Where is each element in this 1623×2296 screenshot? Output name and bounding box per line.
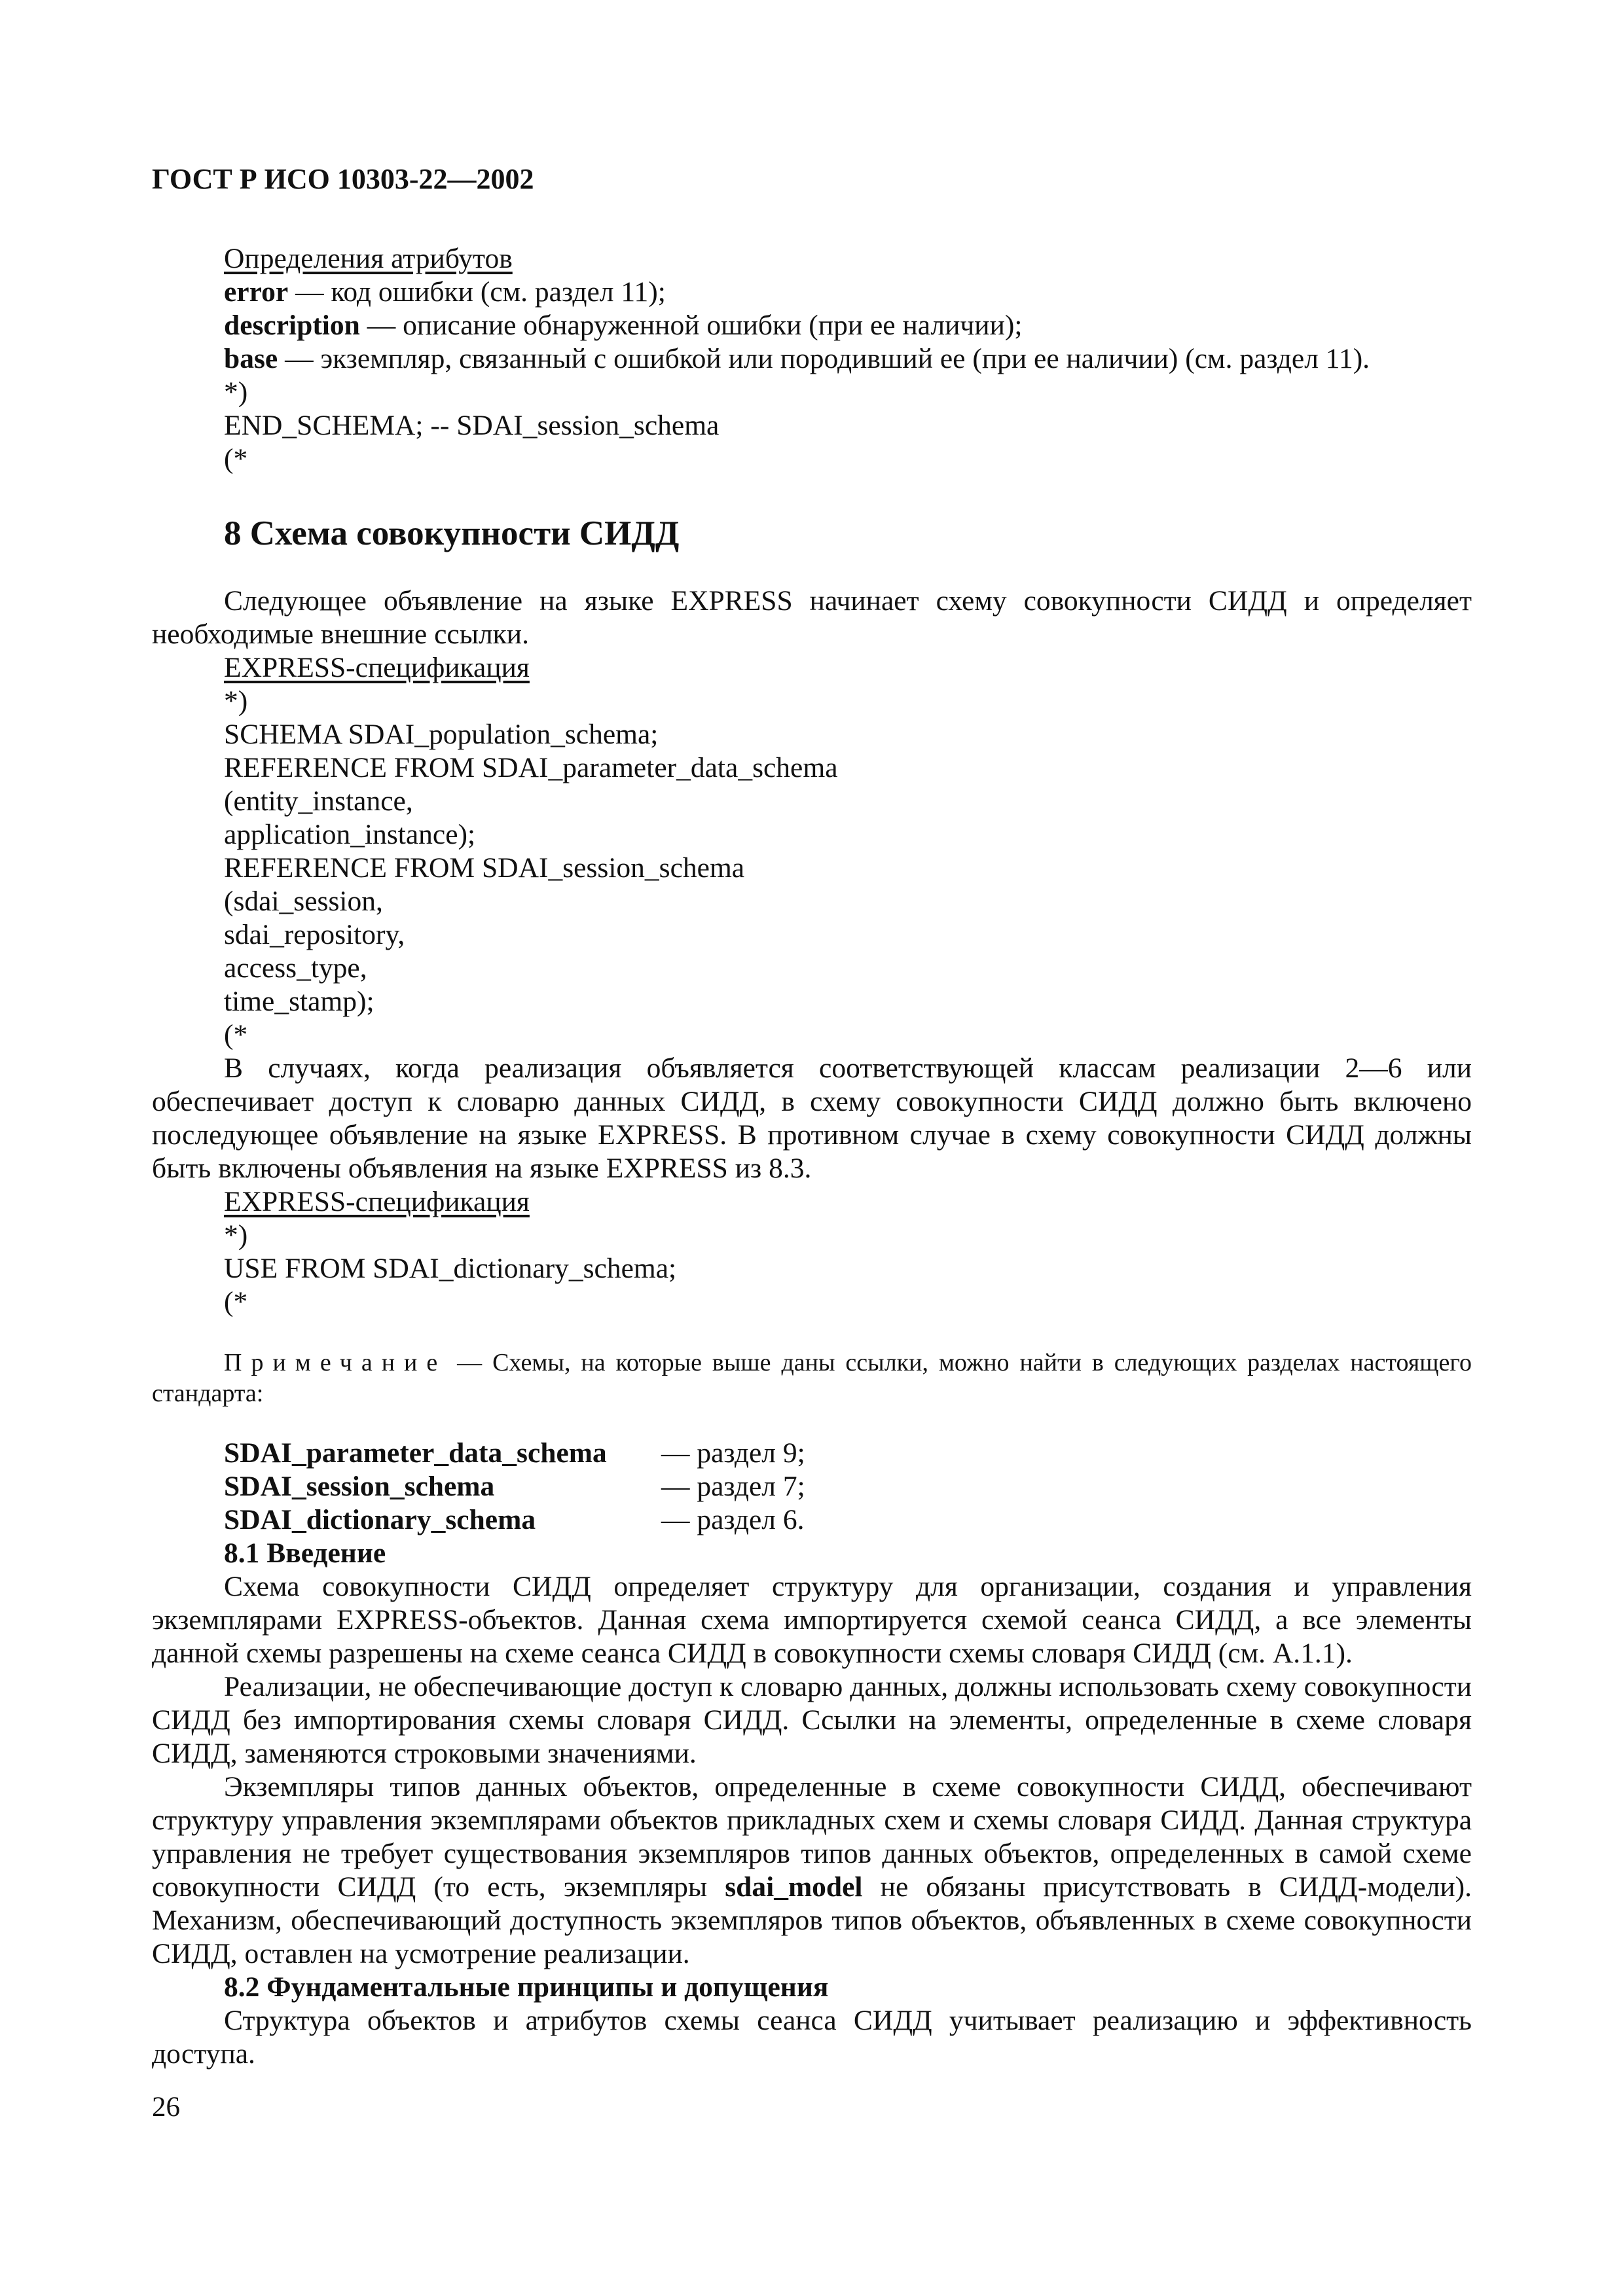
page-number: 26: [152, 2092, 180, 2123]
express-spec-label: EXPRESS-спецификация: [224, 1186, 530, 1217]
attr-description: [152, 309, 1472, 342]
code-line: (*: [224, 443, 248, 475]
express-spec-label: EXPRESS-спецификация: [224, 652, 530, 683]
section-intro: Следующее объявление на языке EXPRESS начинает схему совокупности СИДД и определяет необходимые внешние ссылки.: [152, 585, 1472, 650]
paragraph-text: Экземпляры типов данных объектов, определенные в схеме совокупности СИДД, обеспечивают структуру управления экземплярами объектов прикладных схем и схемы словаря СИДД. Данная структура управления не требует существования экземпляров типов данных объектов, определенных в самой схеме совокупности СИДД (то есть, экземпляры: [152, 1771, 1472, 1903]
note-text: — Схемы, на которые выше даны ссылки, можно найти в следующих разделах настоящего стандарта:: [152, 1349, 1472, 1407]
conformance-paragraph: В случаях, когда реализация объявляется соответствующей классам реализации 2—6 или обеспечивает доступ к словарю данных СИДД, в схему совокупности СИДД должно быть включено последующее объявление на языке EXPRESS. В противном случае в схему совокупности СИДД должны быть включены объявления на языке EXPRESS из 8.3.: [152, 1052, 1472, 1184]
code-line: (entity_instance,: [224, 785, 413, 817]
subsection-heading: 8.2 Фундаментальные принципы и допущения: [224, 1971, 829, 2003]
running-header: ГОСТ Р ИСО 10303-22—2002: [152, 163, 534, 195]
schema-reference-list: [224, 1437, 1472, 1537]
paragraph-text: не обязаны присутствовать в СИДД-модели). Механизм, обеспечивающий доступность экземпляров типов объектов, объявленных в схеме совокупности СИДД, оставлен на усмотрение реализации.: [152, 1871, 1472, 1969]
attr-name: description: [224, 310, 360, 341]
code-line: application_instance);: [224, 819, 476, 850]
schema-section-ref: — раздел 7;: [661, 1471, 805, 1502]
emphasized-term: sdai_model: [725, 1871, 863, 1903]
attr-error: [152, 276, 1472, 309]
paragraph: Реализации, не обеспечивающие доступ к словарю данных, должны использовать схему совокупности СИДД без импортирования схемы словаря СИДД. Ссылки на элементы, определенные в схеме словаря СИДД, заменяются строковыми значениями.: [152, 1671, 1472, 1769]
list-item: [224, 1503, 1472, 1537]
list-item: [224, 1470, 1472, 1503]
code-line: *): [224, 685, 248, 717]
code-line: (*: [224, 1019, 248, 1050]
schema-name: SDAI_session_schema: [224, 1471, 495, 1502]
code-line: *): [224, 376, 248, 408]
code-line: access_type,: [224, 952, 367, 984]
code-line: REFERENCE FROM SDAI_session_schema: [224, 852, 745, 884]
code-line: sdai_repository,: [224, 919, 405, 950]
code-line: SCHEMA SDAI_population_schema;: [224, 719, 659, 750]
paragraph: [152, 1770, 1472, 1971]
attr-desc: — описание обнаруженной ошибки (при ее наличии);: [359, 310, 1023, 341]
schema-section-ref: — раздел 9;: [661, 1437, 805, 1469]
note-paragraph: [152, 1348, 1472, 1409]
attr-base: [152, 342, 1472, 376]
attr-name: base: [224, 343, 278, 374]
code-line: (*: [224, 1286, 248, 1318]
attributes-definitions-title: Определения атрибутов: [224, 243, 513, 274]
list-item: [224, 1437, 1472, 1470]
note-label: Примечание: [224, 1349, 447, 1376]
schema-name: SDAI_dictionary_schema: [224, 1504, 536, 1535]
code-line: END_SCHEMA; -- SDAI_session_schema: [224, 410, 720, 441]
subsection-heading: 8.1 Введение: [224, 1537, 386, 1569]
code-line: *): [224, 1219, 248, 1251]
schema-name: SDAI_parameter_data_schema: [224, 1437, 607, 1469]
schema-section-ref: — раздел 6.: [661, 1504, 805, 1535]
attr-desc: — экземпляр, связанный с ошибкой или породивший ее (при ее наличии) (см. раздел 11).: [278, 343, 1370, 374]
page-body: [152, 242, 1472, 2071]
paragraph: Схема совокупности СИДД определяет структуру для организации, создания и управления экземплярами EXPRESS-объектов. Данная схема импортируется схемой сеанса СИДД, а все элементы данной схемы разрешены на схеме сеанса СИДД в совокупности схемы словаря СИДД (см. А.1.1).: [152, 1571, 1472, 1669]
section-heading: 8 Схема совокупности СИДД: [224, 514, 680, 552]
code-line: USE FROM SDAI_dictionary_schema;: [224, 1253, 677, 1284]
attr-desc: — код ошибки (см. раздел 11);: [288, 276, 666, 308]
code-line: time_stamp);: [224, 986, 374, 1017]
attr-name: error: [224, 276, 289, 308]
paragraph: Структура объектов и атрибутов схемы сеанса СИДД учитывает реализацию и эффективность доступа.: [152, 2005, 1472, 2070]
code-line: REFERENCE FROM SDAI_parameter_data_schema: [224, 752, 838, 783]
code-line: (sdai_session,: [224, 886, 383, 917]
